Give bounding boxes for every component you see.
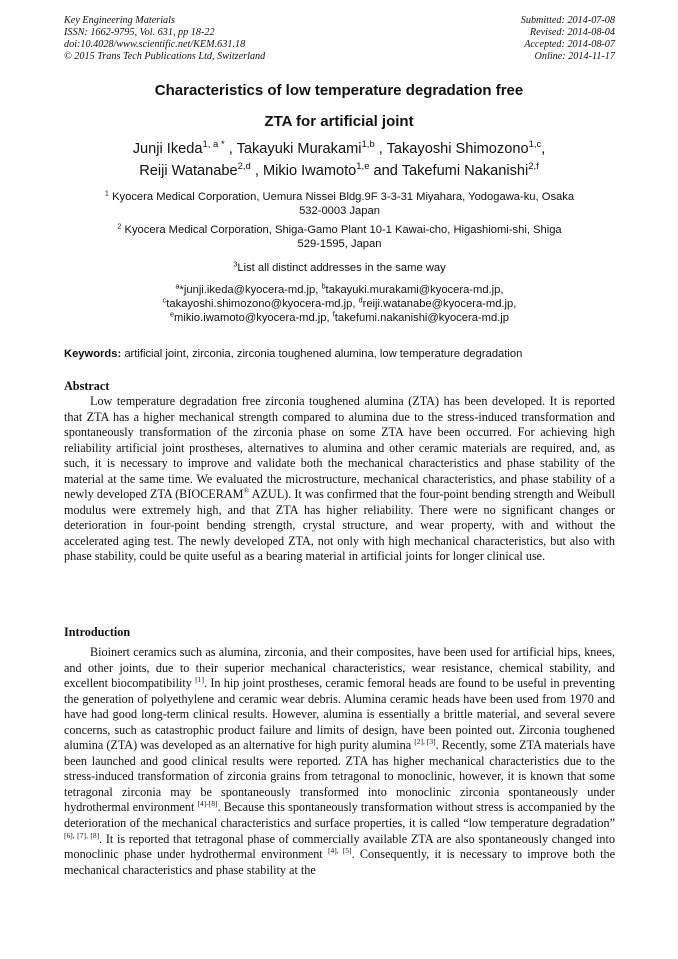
title-line-1: Characteristics of low temperature degradation free: [154, 82, 524, 99]
author-name: Reiji Watanabe: [139, 163, 238, 179]
abstract-heading: Abstract: [64, 379, 110, 393]
email-sup: d: [358, 295, 363, 305]
citation[interactable]: [2], [3]: [414, 737, 436, 747]
author-affil-sup: 1,e: [356, 161, 370, 173]
journal-info: [64, 15, 265, 63]
intro-text: Bioinert ceramics such as alumina, zirconia, and their composites, have been used for artificial hips, knees, and other joints, due to their superior mechanical characteristics, wear resistance, chemical stability, and excellent biocompatibility: [64, 645, 615, 691]
citation[interactable]: [1]: [195, 675, 204, 685]
author-name: Takayuki Murakami: [236, 141, 362, 157]
intro-text: . Consequently, it is necessary to improve both the mechanical characteristics and phase stability at the: [64, 847, 616, 877]
affiliation-number: 3: [233, 259, 238, 269]
affiliation-text: Kyocera Medical Corporation, Shiga-Gamo Plant 10-1 Kawai-cho, Higashiomi-shi, Shiga: [124, 224, 562, 236]
author-separator: ,: [541, 141, 546, 157]
author-name: Mikio Iwamoto: [263, 163, 357, 179]
keywords-label: Keywords:: [64, 348, 122, 360]
revised-date: Revised: 2014-08-04: [529, 27, 615, 38]
email-address[interactable]: takayoshi.shimozono@kyocera-md.jp,: [166, 298, 356, 310]
email-list: [64, 283, 615, 325]
intro-text: . Recently, some ZTA materials have been launched and good clinical results were reported. ZTA has higher mechanical characteristics due to the stress-induced transformation of zirconia grains from tetragonal to monoclinic, however, it is known that some tetragonal zirconia may be spontaneously transformed into monoclinic zirconia spontaneously under hydrothermal environment: [64, 738, 616, 815]
author-name: Takayoshi Shimozono: [386, 141, 529, 157]
author-name: Junji Ikeda: [132, 141, 203, 157]
online-date: Online: 2014-11-17: [534, 51, 615, 62]
author-affil-sup: 2,d: [237, 161, 251, 173]
accepted-date: Accepted: 2014-08-07: [524, 39, 615, 50]
author-affil-sup: 1, a *: [202, 139, 225, 151]
issn: ISSN: 1662-9795, Vol. 631, pp 18-22: [64, 27, 215, 38]
intro-text: . Because this spontaneously transformation without stress is accompanied by the deterioration of the mechanical characteristics and surface properties, it is called “low temperature degradation”: [64, 800, 615, 831]
introduction-heading: Introduction: [64, 625, 131, 639]
introduction-body: [64, 645, 615, 878]
author-line-2: [0, 160, 678, 182]
journal-name: Key Engineering Materials: [64, 15, 175, 26]
citation[interactable]: [4]-[8]: [197, 799, 218, 809]
author-list: [0, 138, 678, 182]
email-sup: c: [162, 295, 167, 305]
email-address[interactable]: mikio.iwamoto@kyocera-md.jp,: [174, 312, 330, 324]
abstract-text: Low temperature degradation free zirconia toughened alumina (ZTA) has been developed. It is reported that ZTA has a higher mechanical strength compared to alumina due to the stress-induced transformation and spontaneously transformation of the zirconia phase on some ZTA have been occurred. For achieving high reliability artificial joint prostheses, alternatives to alumina and other ceramic materials are required, and, as such, it is necessary to improve and validate both the mechanical characteristics and phase stability of the material at the same time. We evaluated the microstructure, mechanical characteristics, and phase stability of a newly developed ZTA (BIOCERAM: [64, 394, 615, 502]
affiliation-number: 2: [117, 221, 122, 231]
registered-mark: ®: [243, 486, 250, 496]
affiliation-text: Kyocera Medical Corporation, Uemura Nissei Bldg.9F 3-3-31 Miyahara, Yodogawa-ku, Osaka: [112, 191, 575, 203]
affiliation-text-cont: 529-1595, Japan: [297, 238, 382, 250]
author-affil-sup: 1,b: [361, 139, 375, 151]
date-info: [521, 15, 615, 63]
affiliation-number: 1: [104, 188, 109, 198]
author-separator: ,: [228, 141, 233, 157]
abstract-text-cont: AZUL). It was confirmed that the four-point bending strength and Weibull modulus were extremely high, and that ZTA has higher reliability. There were no significant changes or deterioration in four-point bending strength, crystal structure, and wear property, with and without the accelerated aging test. The newly developed ZTA, not only with high mechanical characteristics, but also with phase stability, could be quite useful as a bearing material in artificial joints for longer clinical use.: [64, 487, 616, 564]
author-affil-sup: 2,f: [528, 161, 539, 173]
affiliation-text: List all distinct addresses in the same way: [237, 262, 446, 274]
author-separator: and: [373, 163, 398, 179]
keywords: [64, 347, 624, 361]
author-line-1: [0, 138, 678, 160]
author-separator: ,: [378, 141, 383, 157]
citation[interactable]: [4], [5]: [327, 846, 352, 856]
doi: doi:10.4028/www.scientific.net/KEM.631.18: [64, 39, 246, 50]
email-address[interactable]: *junji.ikeda@kyocera-md.jp,: [179, 284, 319, 296]
citation[interactable]: [6], [7], [8]: [64, 830, 100, 840]
author-affil-sup: 1,c: [528, 139, 542, 151]
copyright: © 2015 Trans Tech Publications Ltd, Switzerland: [64, 51, 266, 62]
paper-title: [0, 80, 678, 133]
email-sup: a: [175, 281, 180, 291]
abstract-body: [64, 394, 615, 565]
affiliation-2: [64, 223, 615, 251]
affiliation-3: [64, 261, 615, 275]
submitted-date: Submitted: 2014-07-08: [520, 15, 615, 26]
email-address[interactable]: reiji.watanabe@kyocera-md.jp,: [362, 298, 517, 310]
author-separator: ,: [254, 163, 259, 179]
keywords-text: artificial joint, zirconia, zirconia toughened alumina, low temperature degradation: [124, 348, 523, 360]
email-sup: b: [321, 281, 326, 291]
email-address[interactable]: takefumi.nakanishi@kyocera-md.jp: [334, 312, 510, 324]
email-sup: f: [332, 309, 335, 319]
email-sup: e: [169, 309, 175, 319]
intro-text: . In hip joint prostheses, ceramic femoral heads are found to be useful in preventing the generation of polyethylene and ceramic wear debris. Alumina ceramic heads have been used from 1970 and have had good long-term clinical results. However, alumina is essentially a brittle material, and several severe concerns, such as catastrophic product failure and limits of design, have been pointed out. Zirconia toughened alumina (ZTA) was developed as an alternative for high purity alumina: [64, 676, 616, 753]
affiliation-text-cont: 532-0003 Japan: [299, 205, 380, 217]
intro-text: . It is reported that tetragonal phase of commercially available ZTA are also spontaneously changed into monoclinic phase under hydrothermal environment: [64, 831, 615, 862]
author-name: Takefumi Nakanishi: [401, 163, 529, 179]
email-address[interactable]: takayuki.murakami@kyocera-md.jp,: [325, 284, 504, 296]
affiliation-1: [64, 190, 615, 218]
title-line-2: ZTA for artificial joint: [264, 113, 414, 130]
